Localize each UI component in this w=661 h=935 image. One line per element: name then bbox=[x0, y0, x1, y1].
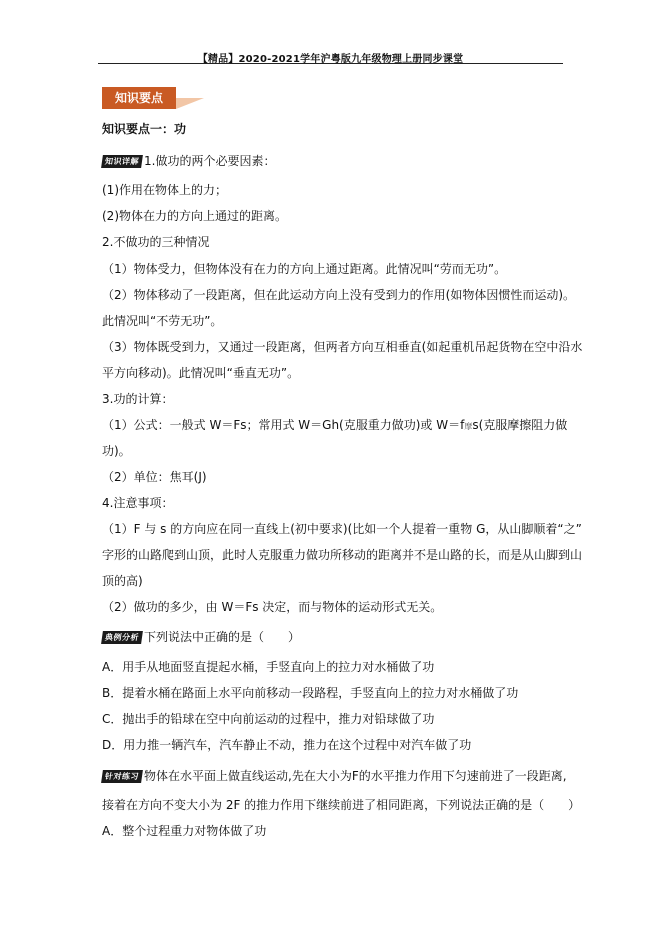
section-banner-label: 知识要点 bbox=[102, 87, 176, 109]
text-line: 4.注意事项： bbox=[102, 496, 174, 510]
section-banner-tail bbox=[176, 98, 204, 109]
text-line: （1）F 与 s 的方向应在同一直线上(初中要求)(比如一个人提着一重物 G，从山脚顺着“之” bbox=[102, 522, 582, 536]
formula-text: （1）公式：一般式 W＝Fs；常用式 W＝Gh(克服重力做功)或 W＝f bbox=[102, 418, 465, 432]
example-option-d: D．用力推一辆汽车，汽车静止不动，推力在这个过程中对汽车做了功 bbox=[102, 738, 472, 752]
text-line: 顶的高) bbox=[102, 574, 143, 588]
text-line: （1）物体受力，但物体没有在力的方向上通过距离。此情况叫“劳而无功”。 bbox=[102, 262, 507, 276]
text-line: (1)作用在物体上的力； bbox=[102, 183, 227, 197]
text-line: （2）做功的多少，由 W＝Fs 决定，而与物体的运动形式无关。 bbox=[102, 600, 443, 614]
text-line: 平方向移动)。此情况叫“垂直无功”。 bbox=[102, 366, 300, 380]
text-line: 3.功的计算： bbox=[102, 392, 174, 406]
practice-question-1: 物体在水平面上做直线运动,先在大小为F的水平推力作用下匀速前进了一段距离, bbox=[144, 769, 567, 783]
example-option-a: A．用手从地面竖直提起水桶，手竖直向上的拉力对水桶做了功 bbox=[102, 660, 435, 674]
example-option-c: C．抛出手的铅球在空中向前运动的过程中，推力对铅球做了功 bbox=[102, 712, 435, 726]
explain-line bbox=[102, 153, 275, 169]
explain-tag: 知识详解 bbox=[101, 155, 143, 168]
formula-line bbox=[102, 417, 567, 435]
practice-line-1 bbox=[102, 768, 567, 784]
text-line: 1.做功的两个必要因素： bbox=[144, 154, 276, 168]
practice-line-2: 接着在方向不变大小为 2F 的推力作用下继续前进了相同距离，下列说法正确的是（ ） bbox=[102, 798, 581, 812]
text-line: 此情况叫“不劳无功”。 bbox=[102, 314, 223, 328]
text-line: （2）单位：焦耳(J) bbox=[102, 470, 207, 484]
page-header-title: 【精品】2020-2021学年沪粤版九年级物理上册同步课堂 bbox=[197, 54, 464, 65]
practice-option-a: A．整个过程重力对物体做了功 bbox=[102, 824, 267, 838]
text-line: (2)物体在力的方向上通过的距离。 bbox=[102, 209, 287, 223]
text-line: 2.不做功的三种情况 bbox=[102, 235, 210, 249]
friction-subscript: 摩 bbox=[464, 422, 473, 431]
point-title: 知识要点一：功 bbox=[102, 122, 187, 136]
section-banner bbox=[102, 87, 202, 109]
example-option-b: B．提着水桶在路面上水平向前移动一段路程，手竖直向上的拉力对水桶做了功 bbox=[102, 686, 519, 700]
practice-tag: 针对练习 bbox=[101, 770, 143, 783]
header-rule bbox=[98, 63, 563, 64]
text-line: （2）物体移动了一段距离，但在此运动方向上没有受到力的作用(如物体因惯性而运动)。 bbox=[102, 288, 576, 302]
text-line: 字形的山路爬到山顶，此时人克服重力做功所移动的距离并不是山路的长，而是从山脚到山 bbox=[102, 548, 583, 562]
text-line: （3）物体既受到力，又通过一段距离，但两者方向互相垂直(如起重机吊起货物在空中沿水 bbox=[102, 340, 583, 354]
formula-text-end: s(克服摩擦阻力做 bbox=[472, 418, 568, 432]
text-line: 功)。 bbox=[102, 444, 131, 458]
example-tag: 典例分析 bbox=[101, 631, 143, 644]
example-question-line bbox=[102, 629, 300, 645]
example-question: 下列说法中正确的是（ ） bbox=[144, 630, 301, 644]
